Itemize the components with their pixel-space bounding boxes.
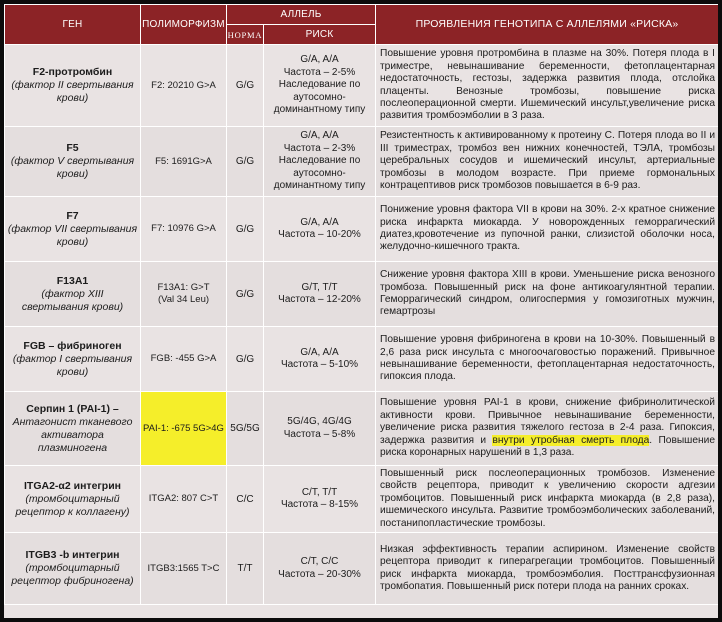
- risk-value: G/A, A/A Частота – 2-3% Наследование по аутосомно-доминантному типу: [273, 130, 366, 192]
- header-polymorphism: ПОЛИМОРФИЗМ: [141, 5, 227, 45]
- polymorphism-value: F13A1: G>T (Val 34 Leu): [157, 282, 210, 305]
- risk-cell: [264, 466, 376, 533]
- header-manifestations: ПРОЯВЛЕНИЯ ГЕНОТИПА С АЛЛЕЛЯМИ «РИСКА»: [376, 5, 718, 45]
- manifestation-cell: [376, 127, 718, 197]
- risk-value: C/T, T/T Частота – 8-15%: [280, 486, 359, 510]
- risk-value: G/A, A/A Частота – 2-5% Наследование по аутосомно-доминантному типу: [273, 54, 366, 116]
- table-row: [5, 262, 719, 327]
- manifestation-cell: [376, 327, 718, 392]
- norma-cell: T/T: [227, 533, 264, 605]
- risk-value: G/A, A/A Частота – 10-20%: [278, 216, 361, 240]
- gene-cell: [5, 262, 141, 327]
- polymorphism-value: F2: 20210 G>A: [151, 79, 216, 91]
- polymorphism-cell: [141, 197, 227, 262]
- gene-subtitle: (фактор I свертывания крови): [12, 352, 133, 378]
- gene-name: F2-протромбин: [32, 66, 113, 78]
- polymorphism-cell: [141, 466, 227, 533]
- table-row: [5, 533, 719, 605]
- gene-subtitle: (тромбоцитарный рецептор к коллагену): [15, 492, 130, 518]
- table-row: [5, 197, 719, 262]
- header-norma: НОРМА: [227, 25, 264, 45]
- risk-value: G/A, A/A Частота – 5-10%: [280, 346, 359, 370]
- genotype-table: [4, 4, 718, 605]
- polymorphism-value: FGB: -455 G>A: [150, 353, 217, 364]
- table-row: [5, 392, 719, 466]
- norma-cell: G/G: [227, 327, 264, 392]
- header-allele: АЛЛЕЛЬ: [227, 5, 376, 25]
- table-row: [5, 45, 719, 127]
- manifestation-text: Повышение уровня фибриногена в крови на 10-30%. Повышенный в 2,6 раза риск инсульта с многоочаговостью поражений. Привычное невынашивание беременности, фетоплацентарная недостаточность, гипоксия плода.: [380, 334, 716, 383]
- manifestation-cell: [376, 466, 718, 533]
- risk-value: G/T, T/T Частота – 12-20%: [278, 281, 361, 305]
- risk-cell: [264, 533, 376, 605]
- norma-cell: G/G: [227, 262, 264, 327]
- gene-cell: [5, 392, 141, 466]
- risk-cell: [264, 262, 376, 327]
- norma-cell: G/G: [227, 45, 264, 127]
- manifestation-text: Низкая эффективность терапии аспирином. Изменение свойств рецептора приводит к гиперагрегации тромбоцитов. Повышенный риск инфаркта миокарда, тромбоэмболия. Посттрансфузионная тромбопатия. Повышенный риск потери плода на ранних сроках.: [380, 543, 716, 592]
- gene-cell: [5, 45, 141, 127]
- manifestation-text: Снижение уровня фактора XIII в крови. Уменьшение риска венозного тромбоза. Повышенный риск на фоне антикоагулянтной терапии. Геморрагический синдром, олигоспермия у гомозиготных мужчин, гемартрозы: [380, 269, 716, 318]
- polymorphism-cell: [141, 327, 227, 392]
- norma-cell: 5G/5G: [227, 392, 264, 466]
- gene-subtitle: (фактор V свертывания крови): [10, 155, 135, 180]
- norma-cell: G/G: [227, 197, 264, 262]
- risk-cell: [264, 127, 376, 197]
- polymorphism-value: PAI-1: -675 5G>4G: [143, 422, 224, 434]
- polymorphism-value: F7: 10976 G>A: [151, 223, 216, 234]
- manifestation-highlight: внутри утробная смерть плода: [492, 434, 650, 446]
- polymorphism-value: F5: 1691G>A: [155, 155, 212, 167]
- table-row: [5, 327, 719, 392]
- polymorphism-cell: [141, 533, 227, 605]
- gene-subtitle: Антагонист тканевого активатора плазминогена: [12, 415, 133, 454]
- table-body: [5, 45, 719, 605]
- manifestation-text: Резистентность к активированному к протеину С. Потеря плода во II и III триместрах, тромбоз вен нижних конечностей, ТЭЛА, тромбозы церебральных сосудов и ишемический инсульт, артериальные тромбозы в молодом возрасте. При приеме гормональных контрацептивов риск тромбозов повышается в 6-9 раз.: [380, 130, 716, 192]
- manifestation-text-end: . Повышение риска коронарных нарушений в 1,3 раза.: [380, 434, 716, 459]
- table-row: [5, 127, 719, 197]
- genotype-table-frame: [4, 4, 718, 618]
- risk-cell: [264, 392, 376, 466]
- manifestation-text: Повышение уровня протромбина в плазме на 30%. Потеря плода в I триместре, невынашивание беременности, фетоплацентарная недостаточность, гестозы, задержка развития плода, отслойка плаценты. Венозные тромбозы, повышение риска послеоперационной смерти. Ишемический инсульт,увеличение риска развития тромбоэмболии в 3 раза.: [380, 48, 716, 122]
- gene-name: ITGA2-α2 интегрин: [24, 479, 121, 492]
- gene-subtitle: (фактор VII свертывания крови): [7, 222, 138, 248]
- polymorphism-cell: [141, 127, 227, 197]
- gene-name: F7: [66, 209, 79, 222]
- gene-name: Серпин 1 (PAI-1) –: [26, 402, 119, 415]
- gene-name: FGB – фибриноген: [23, 339, 122, 352]
- gene-subtitle: (тромбоцитарный рецептор фибриногена): [11, 562, 134, 587]
- gene-name: F13A1: [56, 274, 89, 287]
- risk-cell: [264, 197, 376, 262]
- manifestation-cell: [376, 262, 718, 327]
- manifestation-cell: [376, 533, 718, 605]
- norma-cell: C/C: [227, 466, 264, 533]
- gene-cell: [5, 533, 141, 605]
- manifestation-text: Повышение уровня PAI-1 в крови, снижение фибринолитической активности крови. Привычное невынашивание беременности, увеличение риска развития тяжелого гестоза в 2-4 раза. Гипоксия, задержка развития и: [380, 397, 716, 446]
- header-gene: ГЕН: [5, 5, 141, 45]
- manifestation-text: Повышенный риск послеоперационных тромбозов. Изменение свойств рецептора, приводит к увеличению скорости адгезии тромбоцитов. Повышенный риск инфаркта миокарда (в 2,8 раза), ишемического инсульта. Развитие тромбоэмболических заболеваний, постанипопластические тромбозы.: [380, 467, 716, 529]
- manifestation-cell: [376, 197, 718, 262]
- header-risk: РИСК: [264, 25, 376, 45]
- table-row: [5, 466, 719, 533]
- gene-cell: [5, 327, 141, 392]
- gene-cell: [5, 127, 141, 197]
- manifestation-cell: [376, 45, 718, 127]
- norma-cell: G/G: [227, 127, 264, 197]
- polymorphism-value: ITGB3:1565 T>C: [147, 562, 220, 574]
- risk-cell: [264, 45, 376, 127]
- gene-name: ITGB3 -b интегрин: [25, 549, 120, 561]
- risk-value: 5G/4G, 4G/4G Частота – 5-8%: [283, 416, 356, 440]
- gene-cell: [5, 466, 141, 533]
- manifestation-text: Понижение уровня фактора VII в крови на 30%. 2-х кратное снижение риска инфаркта миокарда. У новорожденных геморрагический диатез,кровотечение из пупочной ранки, слизистой оболочки носа, желудочно-кишечного тракта.: [380, 204, 716, 253]
- polymorphism-cell: [141, 45, 227, 127]
- polymorphism-cell: [141, 262, 227, 327]
- risk-value: C/T, C/C Частота – 20-30%: [278, 556, 361, 580]
- polymorphism-cell: [141, 392, 227, 466]
- polymorphism-value: ITGA2: 807 C>T: [148, 493, 219, 504]
- gene-subtitle: (фактор XIII свертывания крови): [21, 287, 124, 313]
- gene-cell: [5, 197, 141, 262]
- gene-name: F5: [66, 142, 79, 154]
- manifestation-cell: [376, 392, 718, 466]
- risk-cell: [264, 327, 376, 392]
- gene-subtitle: (фактор II свертывания крови): [11, 79, 134, 104]
